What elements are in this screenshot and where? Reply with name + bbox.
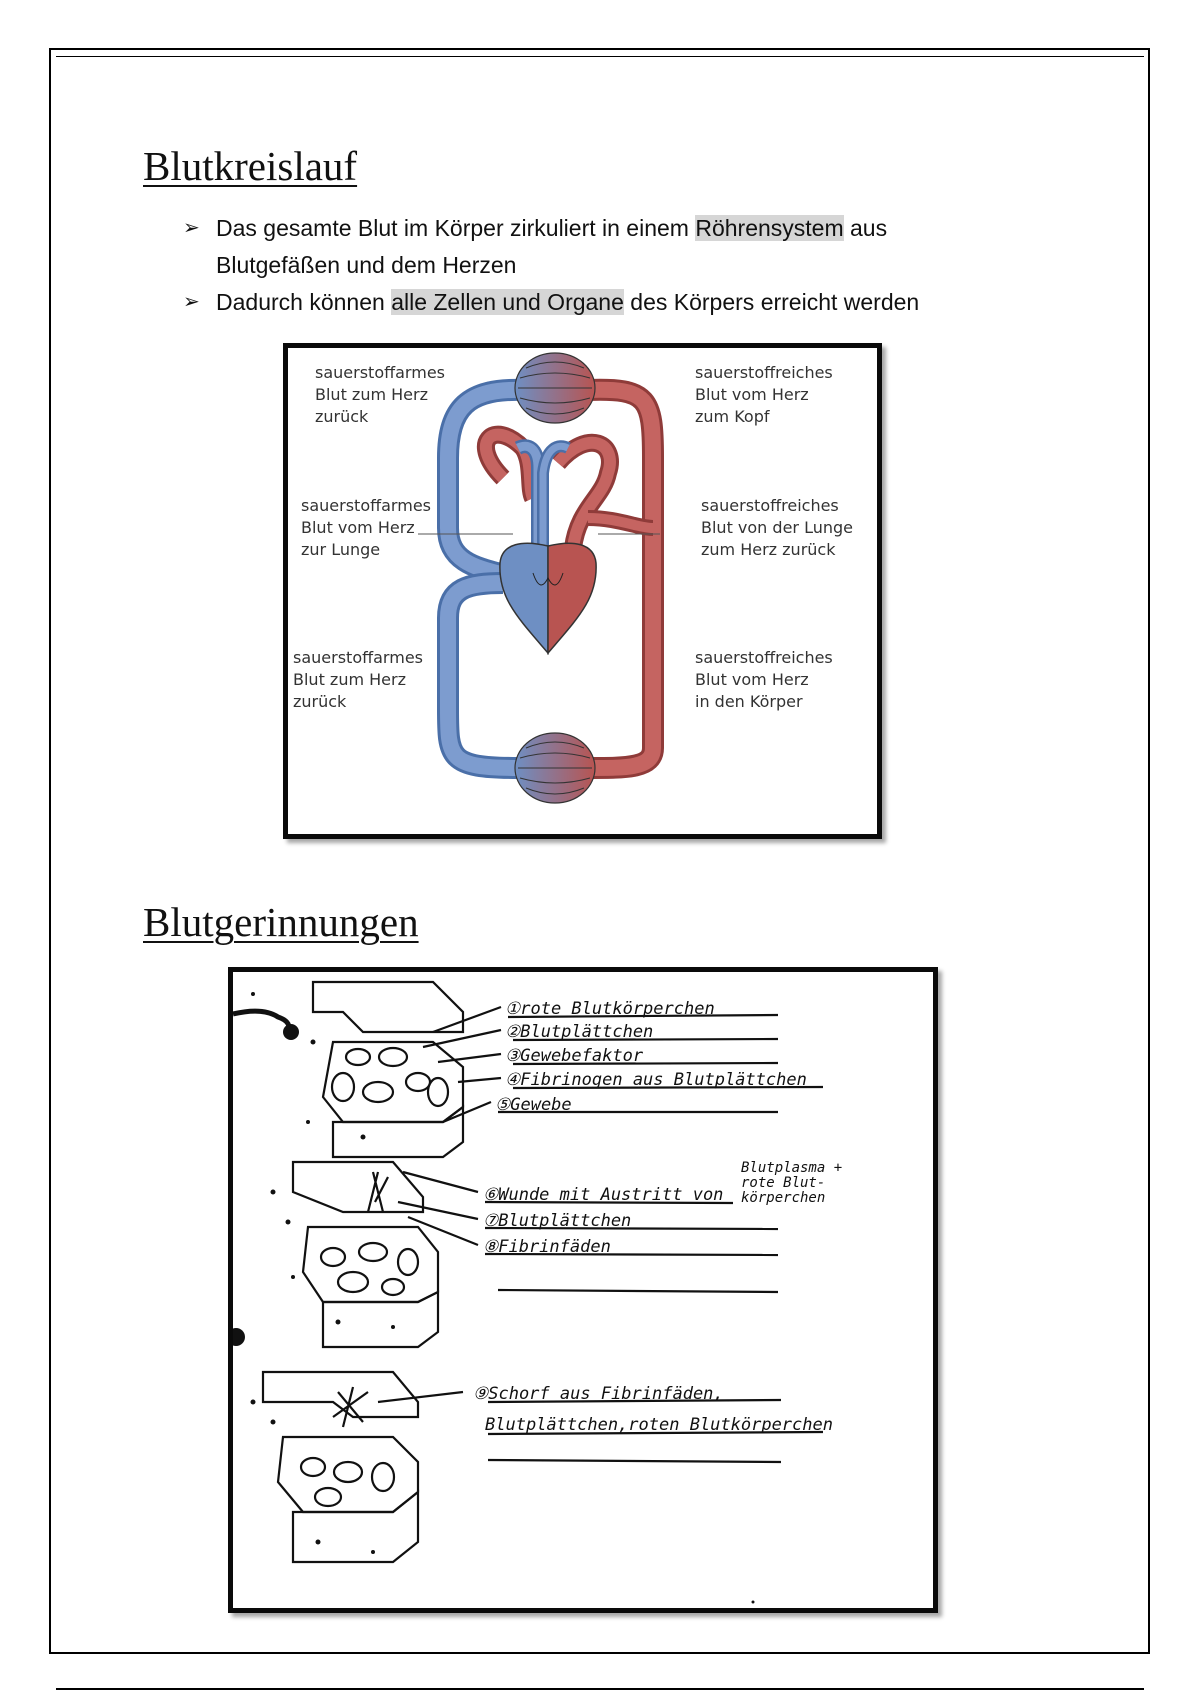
stage3-label-9-cont: Blutplättchen,roten Blutkörperchen (485, 1415, 833, 1435)
stage2-label-7: ⑦Blutplättchen (483, 1211, 632, 1231)
frame-top-rule (56, 56, 1144, 57)
label-bottom-left: sauerstoffarmes Blut zum Herz zurück (293, 648, 423, 711)
stage1-label-4: ④Fibrinogen aus Blutplättchen (505, 1070, 807, 1090)
label-bottom-right: sauerstoffreiches Blut vom Herz in den Körper (695, 648, 833, 711)
footer-rule (56, 1688, 1144, 1690)
stage2-note: Blutplasma + rote Blut-körperchen (741, 1160, 843, 1206)
heart-left-side (548, 543, 596, 653)
circulation-diagram (283, 343, 882, 839)
bullet-text: Dadurch können (216, 289, 392, 315)
bullet-text: Blutgefäßen und dem Herzen (216, 252, 517, 278)
label-middle-right: sauerstoffreiches Blut von der Lunge zum Herz zurück (701, 496, 853, 559)
stage1-label-3: ③Gewebefaktor (505, 1046, 644, 1066)
bullet-item (183, 210, 1023, 284)
stage1-label-2: ②Blutplättchen (505, 1022, 654, 1042)
highlighted-term: alle Zellen und Organe (391, 289, 624, 315)
highlighted-term: Röhrensystem (695, 215, 844, 241)
stage2-label-6: ⑥Wunde mit Austritt von (483, 1185, 724, 1205)
arrow-bullet-icon: ➢ (183, 291, 200, 313)
bullet-text: aus (843, 215, 888, 241)
bullet-list (183, 210, 1023, 321)
bullet-item (183, 284, 1023, 321)
stage1-label-1: ①rote Blutkörperchen (505, 999, 715, 1019)
stage3-label-9: ⑨Schorf aus Fibrinfäden, (473, 1384, 724, 1404)
label-middle-left: sauerstoffarmes Blut vom Herz zur Lunge (301, 496, 431, 559)
heart-right-side (500, 543, 548, 653)
section-title-blutgerinnungen: Blutgerinnungen (143, 899, 419, 945)
label-top-left: sauerstoffarmes Blut zum Herz zurück (315, 363, 445, 426)
section-title-blutkreislauf: Blutkreislauf (143, 143, 358, 189)
arrow-bullet-icon: ➢ (183, 217, 200, 239)
stage1-label-5: ⑤Gewebe (495, 1095, 572, 1115)
stage2-label-8: ⑧Fibrinfäden (483, 1237, 611, 1257)
coagulation-worksheet-svg (233, 972, 933, 1608)
tissue-block-2 (293, 1162, 423, 1212)
label-top-right: sauerstoffreiches Blut vom Herz zum Kopf (695, 363, 833, 426)
circulation-diagram-svg (288, 348, 877, 834)
tissue-block-1 (313, 982, 463, 1032)
bullet-text: Das gesamte Blut im Körper zirkuliert in einem (216, 215, 696, 241)
vein-lower (448, 583, 518, 768)
bullet-text: des Körpers erreicht werden (623, 289, 920, 315)
coagulation-worksheet (228, 967, 938, 1613)
